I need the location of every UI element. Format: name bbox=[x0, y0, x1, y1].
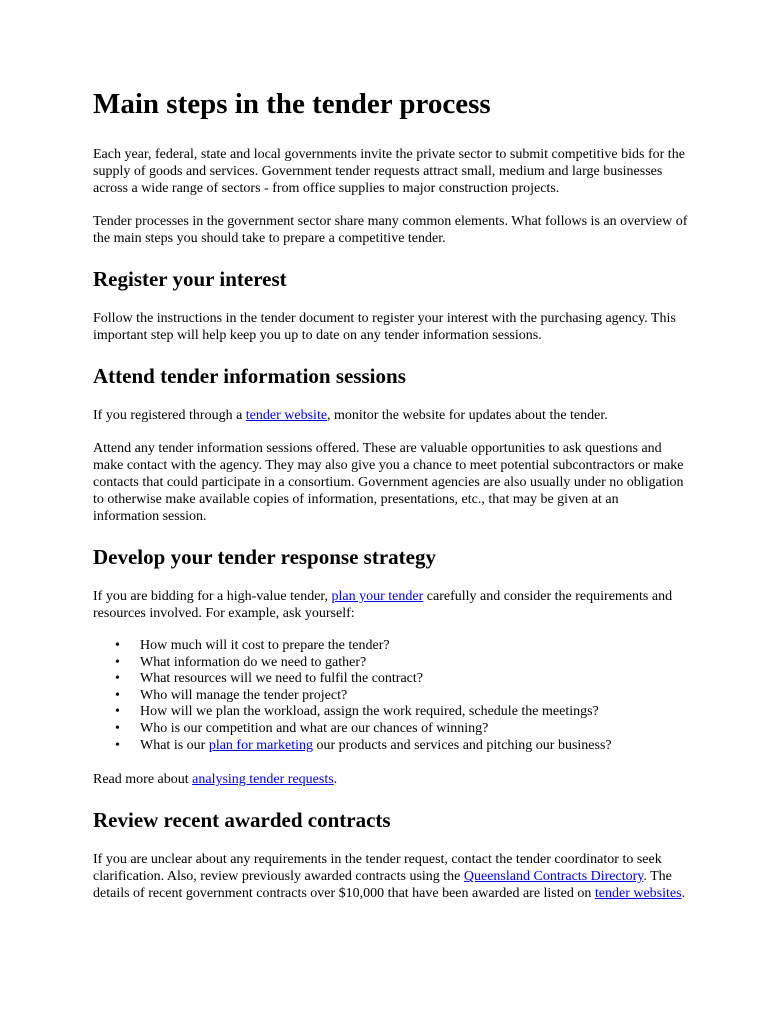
review-heading: Review recent awarded contracts bbox=[93, 808, 391, 833]
register-heading: Register your interest bbox=[93, 267, 287, 291]
strategy-text-before: If you are bidding for a high-value tender, bbox=[93, 589, 332, 604]
plan-for-marketing-link[interactable]: plan for marketing bbox=[208, 737, 314, 753]
tender-website-link[interactable]: tender website bbox=[245, 408, 328, 423]
question-list bbox=[93, 638, 688, 754]
queensland-contracts-directory-link[interactable]: Queensland Contracts Directory bbox=[463, 869, 644, 885]
list-item-text: What resources will we need to fulfil the contract? bbox=[140, 671, 423, 687]
list-item-text: What information do we need to gather? bbox=[140, 654, 367, 670]
review-text-before: If you are unclear about any requirements in the tender request, contact the tender coordinator to seek clarification. Also, review previously awarded contracts using the bbox=[93, 852, 662, 885]
list-item-text: How much will it cost to prepare the tender? bbox=[140, 638, 390, 653]
bullet-icon: • bbox=[115, 671, 120, 687]
list-item-text: Who is our competition and what are our chances of winning? bbox=[140, 720, 489, 736]
attend-heading: Attend tender information sessions bbox=[93, 364, 406, 388]
list-item-text-after: our products and services and pitching our business? bbox=[313, 737, 612, 753]
list-item bbox=[93, 688, 688, 705]
analysing-tender-requests-link[interactable]: analysing tender requests bbox=[192, 772, 334, 788]
attend-paragraph-2: Attend any tender information sessions offered. These are valuable opportunities to ask questions and make contact with the agency. They may also give you a chance to meet potential subcontractors or make contacts that could participate in a consortium. Government agencies are also usually under no obligation to otherwise make available copies of information, presentations, etc., that may be given at an information session. bbox=[93, 441, 684, 524]
strategy-paragraph bbox=[93, 588, 688, 622]
bullet-icon: • bbox=[115, 654, 120, 670]
intro-paragraph-1: Each year, federal, state and local governments invite the private sector to submit competitive bids for the supply of goods and services. Government tender requests attract small, medium and large businesses across a wide range of sectors - from office supplies to major construction projects. bbox=[93, 147, 685, 196]
list-item-text: Who will manage the tender project? bbox=[140, 687, 348, 703]
strategy-heading: Develop your tender response strategy bbox=[93, 545, 436, 569]
strategy-text-after: carefully and consider the requirements and resources involved. For example, ask yourself: bbox=[93, 589, 673, 621]
attend-text-after: , monitor the website for updates about the tender. bbox=[327, 408, 608, 423]
list-item-text: How will we plan the workload, assign the work required, schedule the meetings? bbox=[140, 704, 599, 720]
read-more-text: Read more about bbox=[93, 772, 193, 788]
read-more-paragraph bbox=[93, 771, 688, 788]
tender-websites-link[interactable]: tender websites bbox=[594, 886, 682, 902]
list-item bbox=[93, 638, 688, 655]
list-item bbox=[93, 704, 688, 721]
list-item bbox=[93, 655, 688, 672]
bullet-icon: • bbox=[115, 704, 120, 720]
register-paragraph: Follow the instructions in the tender document to register your interest with the purchasing agency. This important step will help keep you up to date on any tender information sessions. bbox=[93, 311, 676, 343]
bullet-icon: • bbox=[115, 720, 120, 736]
attend-paragraph-1 bbox=[93, 407, 688, 424]
read-more-period: . bbox=[333, 772, 338, 788]
page-title: Main steps in the tender process bbox=[93, 88, 491, 120]
review-text-after: . bbox=[681, 886, 686, 902]
document-page bbox=[93, 86, 688, 918]
bullet-icon: • bbox=[115, 638, 120, 653]
review-paragraph bbox=[93, 851, 688, 902]
bullet-icon: • bbox=[115, 737, 120, 753]
review-text-middle: . The details of recent government contracts over $10,000 that have been awarded are listed on bbox=[93, 869, 672, 902]
list-item bbox=[93, 738, 688, 755]
intro-paragraph-2: Tender processes in the government sector share many common elements. What follows is an overview of the main steps you should take to prepare a competitive tender. bbox=[93, 214, 688, 246]
list-item bbox=[93, 721, 688, 738]
attend-text-before: If you registered through a bbox=[93, 408, 246, 423]
list-item bbox=[93, 671, 688, 688]
bullet-icon: • bbox=[115, 687, 120, 703]
list-item-text-before: What is our bbox=[140, 737, 209, 753]
plan-your-tender-link[interactable]: plan your tender bbox=[331, 589, 424, 604]
